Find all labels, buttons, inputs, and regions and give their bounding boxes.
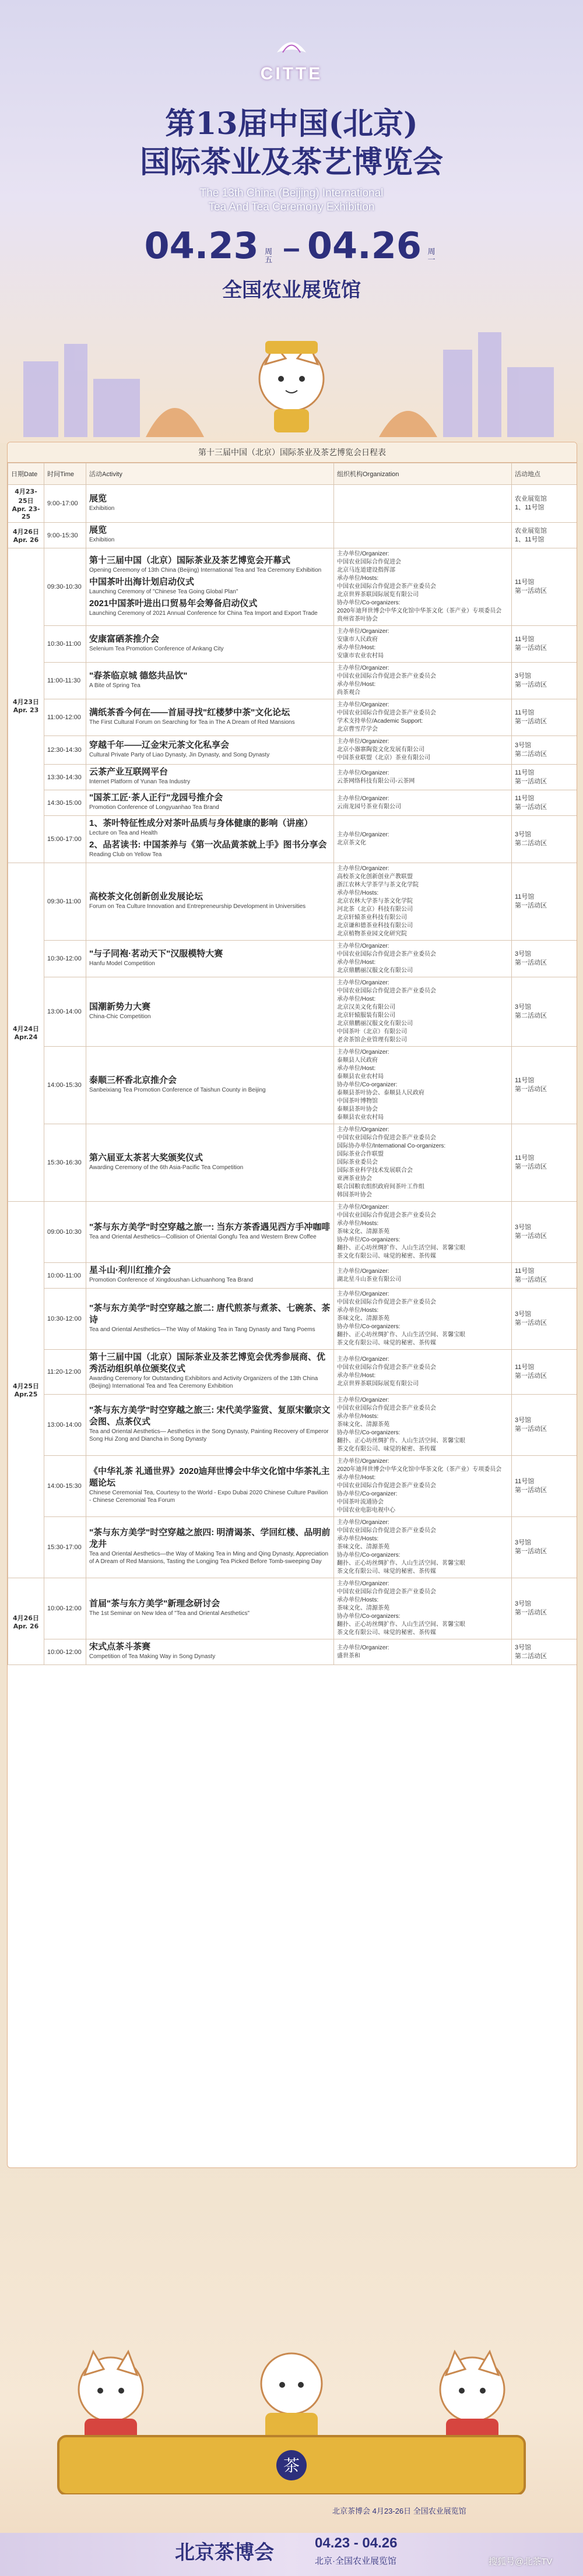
- row-organizer: 主办单位/Organizer: 云茶网络科技有限公司-云茶网: [334, 765, 512, 790]
- row-time: 11:00-12:00: [44, 699, 86, 736]
- row-date: 4月25日 Apr.25: [8, 1202, 44, 1578]
- row-activity: [86, 1456, 334, 1517]
- row-activity: [86, 663, 334, 699]
- activity-english: Forum on Tea Culture Innovation and Entrepreneurship Development in Universities: [89, 903, 306, 910]
- activity-title: 2、品茗读书: 中国茶养与《第一次品黄茶就上手》图书分享会: [89, 840, 327, 850]
- row-location: 农业展览馆 1、11号馆: [512, 523, 577, 548]
- activity-title: "茶与东方美学"时空穿越之旅二: 唐代煎茶与煮茶、七碗茶、茶诗: [89, 1303, 331, 1325]
- row-location: 3号馆 第一活动区: [512, 1395, 577, 1456]
- row-organizer: 主办单位/Organizer: 安康市人民政府 承办单位/Host: 安康市农业农村局: [334, 626, 512, 663]
- row-organizer: 主办单位/Organizer: 高校茶文化创新创业产教联盟 浙江农林大学茶学与茶文化学院 承办单位/Hosts: 北京农林大学茶与茶文化学院 河北茶（北京）科技有限公司 北京轩辕茶业科技有限公司 北京谦和德茶业科技有限公司 北京植物茶业园文化研究院: [334, 863, 512, 941]
- activity-title: 云茶产业互联网平台: [89, 767, 168, 777]
- row-time: 14:30-15:00: [44, 790, 86, 816]
- activity-english: Exhibition: [89, 505, 115, 512]
- activity-title: "与子同袍·茗动天下"汉服模特大赛: [89, 948, 223, 959]
- table-row: [8, 1456, 577, 1517]
- table-row: [8, 816, 577, 863]
- table-row: [8, 485, 577, 523]
- row-organizer: 主办单位/Organizer: 中国农业国际合作促进会 北京马连道建设指挥部 承办单位/Hosts: 中国农业国际合作促进会茶产业委员会 北京世界茶联国际展览有限公司 协办单位/Co-organizers: 2020年迪拜世博会中华文化馆中华茶文化（茶产业）专项委员会 贵州省茶叶协会: [334, 548, 512, 626]
- row-date: 4月24日 Apr.24: [8, 863, 44, 1202]
- row-activity: [86, 485, 334, 523]
- row-activity: [86, 977, 334, 1047]
- row-activity: [86, 1578, 334, 1639]
- row-time: 09:30-11:00: [44, 863, 86, 941]
- row-activity: [86, 1350, 334, 1395]
- table-row: [8, 736, 577, 765]
- end-weekday-bottom: 一: [427, 255, 436, 264]
- col-organizer: 组织机构Organization: [334, 463, 512, 485]
- row-location: 3号馆 第二活动区: [512, 736, 577, 765]
- row-activity: [86, 1517, 334, 1578]
- row-location: 3号馆 第一活动区: [512, 1517, 577, 1578]
- row-time: 14:00-15:30: [44, 1047, 86, 1124]
- row-activity: [86, 1395, 334, 1456]
- row-location: 11号馆 第一活动区: [512, 1124, 577, 1202]
- activity-english: Sanbeixiang Tea Promotion Conference of Taishun County in Beijing: [89, 1086, 266, 1093]
- row-organizer: 主办单位/Organizer: 中国农业国际合作促进会茶产业委员会 承办单位/Hosts: 茶味文化、清源茶苑 协办单位/Co-organizers: 翻扑、正心坊丝绸扩作、人山生活空间、茗馨宝眼 茶文化有限公司、味觉的秘密、茶传媒: [334, 1395, 512, 1456]
- activity-title: "春茶临京城 德悠共品饮": [89, 670, 188, 681]
- row-organizer: 主办单位/Organizer: 中国农业国际合作促进会茶产业委员会 承办单位/Host: 尚茶观合: [334, 663, 512, 699]
- row-activity: [86, 1263, 334, 1289]
- activity-english: The First Cultural Forum on Searching for Tea in The A Dream of Red Mansions: [89, 719, 295, 726]
- start-weekday-top: 周: [265, 247, 273, 256]
- activity-title: 星斗山·利川红推介会: [89, 1265, 171, 1275]
- row-organizer: 主办单位/Organizer: 中国农业国际合作促进会茶产业委员会 承办单位/Hosts: 茶味文化、清源茶苑 协办单位/Co-organizers: 翻扑、正心坊丝绸扩作、人山生活空间、茗馨宝眼 茶文化有限公司、味觉的秘密、茶传媒: [334, 1578, 512, 1639]
- activity-title: 2021中国茶叶进出口贸易年会筹备启动仪式: [89, 598, 258, 608]
- logo-text: CITTE: [260, 64, 323, 83]
- activity-english: Awarding Ceremony of the 6th Asia-Pacific Tea Competition: [89, 1164, 244, 1171]
- table-row: [8, 1517, 577, 1578]
- table-row: [8, 977, 577, 1047]
- row-location: 11号馆 第一活动区: [512, 548, 577, 626]
- activity-english: Selenium Tea Promotion Conference of Ankang City: [89, 645, 224, 652]
- col-date: 日期Date: [8, 463, 44, 485]
- schedule-title: 第十三届中国（北京）国际茶业及茶艺博览会日程表: [8, 442, 577, 463]
- footer-strip: [0, 2533, 583, 2576]
- activity-english: Exhibition: [89, 537, 115, 543]
- row-location: 3号馆 第二活动区: [512, 977, 577, 1047]
- mascot-cat-icon: [259, 341, 324, 432]
- row-activity: [86, 736, 334, 765]
- citte-logo: [0, 35, 583, 84]
- row-location: 11号馆 第一活动区: [512, 1263, 577, 1289]
- page-title: [0, 105, 583, 182]
- row-time: 12:30-14:30: [44, 736, 86, 765]
- row-activity: [86, 548, 334, 626]
- row-activity: [86, 941, 334, 977]
- row-organizer: 主办单位/Organizer: 湖北星斗山茶业有限公司: [334, 1263, 512, 1289]
- table-row: [8, 1639, 577, 1665]
- row-location: 11号馆 第一活动区: [512, 790, 577, 816]
- activity-title: 展览: [89, 525, 107, 535]
- activity-title: 1、茶叶特征性成分对茶叶品质与身体健康的影响（讲座）: [89, 818, 313, 828]
- row-location: 3号馆 第一活动区: [512, 663, 577, 699]
- row-time: 13:30-14:30: [44, 765, 86, 790]
- activity-title: 泰顺三杯香北京推介会: [89, 1075, 177, 1085]
- table-row: [8, 1350, 577, 1395]
- title-line-2: 国际茶业及茶艺博览会: [139, 145, 443, 180]
- row-activity: [86, 626, 334, 663]
- row-activity: [86, 1124, 334, 1202]
- col-time: 时间Time: [44, 463, 86, 485]
- activity-title: 展览: [89, 493, 107, 504]
- table-row: [8, 1289, 577, 1350]
- activity-english: Tea and Oriental Aesthetics—the Way of Making Tea in Ming and Qing Dynasty, Appreciation of A Dream of Red Mansions, Tasting the Longjing Tea Picked Before Tomb-sweeping Day: [89, 1551, 329, 1565]
- activity-english: Competition of Tea Making Way in Song Dynasty: [89, 1653, 216, 1660]
- row-time: 10:00-12:00: [44, 1578, 86, 1639]
- row-location: 3号馆 第一活动区: [512, 941, 577, 977]
- row-location: 11号馆 第一活动区: [512, 765, 577, 790]
- row-time: 9:00-17:00: [44, 485, 86, 523]
- schedule-table: [8, 463, 577, 1665]
- start-weekday-bottom: 五: [265, 255, 273, 264]
- row-organizer: 主办单位/Organizer: 中国农业国际合作促进会茶产业委员会 国际协办单位/International Co-organizers: 国际茶业合作联盟 国际茶业委员会 国际茶业科学技术发展联合会 亚洲茶业协会 联合国粮农组织政府间茶叶工作组 韩国茶叶协会: [334, 1124, 512, 1202]
- activity-english: Hanfu Model Competition: [89, 960, 155, 967]
- row-time: 13:00-14:00: [44, 977, 86, 1047]
- row-activity: [86, 816, 334, 863]
- activity-title: "茶与东方美学"时空穿越之旅四: 明清谒茶、学回红楼、品明前龙井: [89, 1528, 331, 1549]
- row-location: 11号馆 第一活动区: [512, 1047, 577, 1124]
- row-organizer: 主办单位/Organizer: 云南龙园号茶业有限公司: [334, 790, 512, 816]
- row-organizer: 主办单位/Organizer: 北京小器寨陶瓷文化发展有限公司 中国茶业联盟（北京）茶业有限公司: [334, 736, 512, 765]
- row-organizer: 主办单位/Organizer: 中国农业国际合作促进会茶产业委员会 承办单位/Host: 北京世界茶联国际展览有限公司: [334, 1350, 512, 1395]
- activity-title: 首届"茶与东方美学"新理念研讨会: [89, 1598, 220, 1609]
- row-time: 15:30-17:00: [44, 1517, 86, 1578]
- col-location: 活动地点: [512, 463, 577, 485]
- row-location: 11号馆 第一活动区: [512, 1350, 577, 1395]
- row-time: 14:00-15:30: [44, 1456, 86, 1517]
- row-organizer: 主办单位/Organizer: 中国农业国际合作促进会茶产业委员会 承办单位/Hosts: 茶味文化、清源茶苑 协办单位/Co-organizers: 翻扑、正心坊丝绸扩作、人山生活空间、茗馨宝眼 茶文化有限公司、味觉的秘密、茶传媒: [334, 1517, 512, 1578]
- activity-english: Internet Platform of Yunan Tea Industry: [89, 779, 191, 785]
- activity-title: 第六届亚太茶茗大奖颁奖仪式: [89, 1152, 203, 1163]
- activity-title: 中国茶叶出海计划启动仪式: [89, 576, 195, 587]
- activity-english: Tea and Oriental Aesthetics—The Way of Making Tea in Tang Dynasty and Tang Poems: [89, 1326, 315, 1333]
- venue: 全国农业展览馆: [222, 279, 361, 302]
- activity-english: Opening Ceremony of 13th China (Beijing) International Tea and Tea Ceremony Exhibition: [89, 566, 322, 573]
- row-activity: [86, 765, 334, 790]
- english-title: [0, 186, 583, 214]
- activity-title: 穿越千年——辽金宋元茶文化私享会: [89, 740, 230, 750]
- row-time: 9:00-15:30: [44, 523, 86, 548]
- footer-brand: 北京茶博会: [175, 2541, 274, 2564]
- activity-english: Lecture on Tea and Health: [89, 830, 158, 836]
- table-row: [8, 699, 577, 736]
- tea-leaf-icon: [271, 35, 312, 58]
- footer-dates: 04.23 - 04.26: [315, 2535, 398, 2551]
- activity-title: "国茶工匠·茶人正行"龙园号推介会: [89, 793, 223, 803]
- col-activity: 活动Activity: [86, 463, 334, 485]
- table-row: [8, 765, 577, 790]
- row-time: 10:00-12:00: [44, 1639, 86, 1665]
- row-organizer: 主办单位/Organizer: 泰顺县人民政府 承办单位/Host: 泰顺县农业农村局 协办单位/Co-organizer: 泰顺县茶叶协会、泰顺县人民政府 中国茶叶博物馆 泰顺县茶叶协会 泰顺县农业农村局: [334, 1047, 512, 1124]
- activity-title: 宋式点茶斗茶赛: [89, 1642, 151, 1652]
- tea-stamp-char: 茶: [283, 2456, 300, 2475]
- activity-title: "茶与东方美学"时空穿越之旅一: 当东方茶香遇见西方手冲咖啡: [89, 1222, 331, 1232]
- activity-title: 安康富硒茶推介会: [89, 634, 160, 644]
- table-row: [8, 790, 577, 816]
- activity-english: Tea and Oriental Aesthetics— Aesthetics in the Song Dynasty, Painting Recovery of Emperor Song Hui Zong and Diancha in Song Dynasty: [89, 1428, 329, 1442]
- end-weekday: [427, 248, 435, 264]
- row-time: 10:30-12:00: [44, 1289, 86, 1350]
- row-time: 13:00-14:00: [44, 1395, 86, 1456]
- row-date: 4月26日 Apr. 26: [8, 523, 44, 548]
- row-location: 农业展览馆 1、11号馆: [512, 485, 577, 523]
- exhibition-dates: [0, 224, 583, 267]
- middle-cat-mascot-icon: [261, 2353, 322, 2448]
- table-row: [8, 1395, 577, 1456]
- activity-english: Launching Ceremony of "Chinese Tea Going Global Plan": [89, 588, 238, 595]
- activity-title: 满纸茶香今何在——首届寻找"红楼梦中茶"文化论坛: [89, 707, 290, 717]
- row-date: 4月26日 Apr. 26: [8, 1578, 44, 1665]
- row-time: 09:30-10:30: [44, 548, 86, 626]
- activity-english: A Bite of Spring Tea: [89, 682, 141, 689]
- table-row: [8, 1202, 577, 1263]
- row-date: 4月23日 Apr. 23: [8, 548, 44, 863]
- activity-english: Awarding Ceremony for Outstanding Exhibitors and Activity Organizers of the 13th China (Beijing) International Tea and Tea Ceremony Exhibition: [89, 1375, 318, 1389]
- row-activity: [86, 1202, 334, 1263]
- row-time: 10:30-12:00: [44, 941, 86, 977]
- activity-english: China-Chic Competition: [89, 1013, 151, 1020]
- english-title-line-1: The 13th China (Beijing) International: [199, 187, 384, 199]
- row-activity: [86, 790, 334, 816]
- table-row: [8, 1578, 577, 1639]
- footer-venue: 北京·全国农业展览馆: [315, 2556, 396, 2566]
- row-time: 09:00-10:30: [44, 1202, 86, 1263]
- row-time: 10:00-11:00: [44, 1263, 86, 1289]
- row-organizer: 主办单位/Organizer: 中国农业国际合作促进会茶产业委员会 学术支持单位/Academic Support: 北京曹雪芹学会: [334, 699, 512, 736]
- table-row: [8, 1263, 577, 1289]
- activity-english: Chinese Ceremonial Tea, Courtesy to the World - Expo Dubai 2020 Chinese Culture Pavilion - Chinese Ceremonial Tea Forum: [89, 1490, 328, 1504]
- mascots-tea-table-illustration: [35, 2349, 548, 2494]
- footer-info-line: 北京茶博会 4月23-26日 全国农业展览馆: [332, 2507, 466, 2515]
- row-time: 15:30-16:30: [44, 1124, 86, 1202]
- table-row: [8, 1124, 577, 1202]
- row-location: 3号馆 第二活动区: [512, 816, 577, 863]
- start-date: 04.23: [144, 224, 259, 267]
- row-activity: [86, 523, 334, 548]
- row-organizer: 主办单位/Organizer: 北京茶文化: [334, 816, 512, 863]
- activity-title: 第十三届中国（北京）国际茶业及茶艺博览会优秀参展商、优秀活动组织单位颁奖仪式: [89, 1352, 326, 1374]
- row-activity: [86, 863, 334, 941]
- activity-english: Launching Ceremony of 2021 Annual Conference for China Tea Import and Export Trade: [89, 610, 318, 617]
- row-time: 11:20-12:00: [44, 1350, 86, 1395]
- row-location: 11号馆 第一活动区: [512, 626, 577, 663]
- activity-english: Cultural Private Party of Liao Dynasty, Jin Dynasty, and Song Dynasty: [89, 751, 270, 758]
- table-row: [8, 663, 577, 699]
- table-row: [8, 548, 577, 626]
- row-time: 15:00-17:00: [44, 816, 86, 863]
- activity-title: "茶与东方美学"时空穿越之旅三: 宋代美学鉴赏、复原宋徽宗文会图、点茶仪式: [89, 1405, 331, 1427]
- row-organizer: 主办单位/Organizer: 中国农业国际合作促进会茶产业委员会 承办单位/Hosts: 茶味文化、清源茶苑 协办单位/Co-organizers: 翻扑、正心坊丝绸扩作、人山生活空间、茗馨宝眼 茶文化有限公司、味觉的秘密、茶传媒: [334, 1289, 512, 1350]
- row-time: 11:00-11:30: [44, 663, 86, 699]
- table-row: [8, 863, 577, 941]
- row-location: 11号馆 第一活动区: [512, 863, 577, 941]
- table-row: [8, 626, 577, 663]
- skyline-illustration: [0, 309, 583, 437]
- row-organizer: [334, 485, 512, 523]
- date-dash: –: [283, 231, 300, 265]
- row-location: 3号馆 第一活动区: [512, 1578, 577, 1639]
- row-location: 11号馆 第一活动区: [512, 1456, 577, 1517]
- activity-title: 《中华礼茶 礼通世界》2020迪拜世博会中华文化馆中华茶礼主题论坛: [89, 1466, 330, 1488]
- activity-english: The 1st Seminar on New Idea of "Tea and Oriental Aesthetics": [89, 1610, 250, 1617]
- activity-title: 第十三届中国（北京）国际茶业及茶艺博览会开幕式: [89, 555, 291, 565]
- row-location: 3号馆 第二活动区: [512, 1639, 577, 1665]
- title-line-1: 第13届中国(北京): [165, 106, 418, 142]
- row-location: 3号馆 第一活动区: [512, 1202, 577, 1263]
- end-date: 04.26: [307, 224, 422, 267]
- row-location: 3号馆 第一活动区: [512, 1289, 577, 1350]
- activity-english: Promotion Conference of Longyuanhao Tea Brand: [89, 804, 219, 811]
- activity-title: 国潮新势力大赛: [89, 1001, 151, 1012]
- table-row: [8, 1047, 577, 1124]
- english-title-line-2: Tea And Tea Ceremony Exhibition: [208, 201, 375, 213]
- schedule-table-card: [7, 442, 577, 2168]
- row-activity: [86, 1047, 334, 1124]
- end-weekday-top: 周: [427, 247, 436, 256]
- row-organizer: 主办单位/Organizer: 2020年迪拜世博会中华文化馆中华茶文化（茶产业）专项委员会 承办单位/Host: 中国农业国际合作促进会茶产业委员会 协办单位/Co-organizer: 中国茶叶流通协会 中国农业电影电视中心: [334, 1456, 512, 1517]
- row-organizer: [334, 523, 512, 548]
- activity-english: Promotion Conference of Xingdoushan·Lichuanhong Tea Brand: [89, 1277, 254, 1283]
- activity-english: Tea and Oriental Aesthetics—Collision of Oriental Gongfu Tea and Western Brew Coffee: [89, 1233, 317, 1240]
- row-time: 10:30-11:00: [44, 626, 86, 663]
- table-row: [8, 523, 577, 548]
- watermark: 搜狐号@北茶TV: [489, 2557, 553, 2567]
- activity-english: Reading Club on Yellow Tea: [89, 851, 162, 858]
- row-organizer: 主办单位/Organizer: 中国农业国际合作促进会茶产业委员会 承办单位/Host: 北京鼎鹏丽汉服文化有限公司: [334, 941, 512, 977]
- row-organizer: 主办单位/Organizer: 中国农业国际合作促进会茶产业委员会 承办单位/Host: 北京汉美文化有限公司 北京轩辕服装有限公司 北京鼎鹏丽汉服文化有限公司 中国茶叶（北京）有限公司 老舍茶馆企业管理有限公司: [334, 977, 512, 1047]
- row-organizer: 主办单位/Organizer: 中国农业国际合作促进会茶产业委员会 承办单位/Hosts: 茶味文化、清源茶苑 协办单位/Co-organizers: 翻扑、正心坊丝绸扩作、人山生活空间、茗馨宝眼 茶文化有限公司、味觉的秘密、茶传媒: [334, 1202, 512, 1263]
- row-organizer: 主办单位/Organizer: 盛世茶和: [334, 1639, 512, 1665]
- logo-mark-icon: [0, 35, 583, 64]
- row-activity: [86, 699, 334, 736]
- table-row: [8, 941, 577, 977]
- row-activity: [86, 1639, 334, 1665]
- row-activity: [86, 1289, 334, 1350]
- start-weekday: [265, 248, 272, 264]
- table-header-row: [8, 463, 577, 485]
- activity-title: 高校茶文化创新创业发展论坛: [89, 891, 203, 902]
- row-date: 4月23-25日 Apr. 23-25: [8, 485, 44, 523]
- row-location: 11号馆 第一活动区: [512, 699, 577, 736]
